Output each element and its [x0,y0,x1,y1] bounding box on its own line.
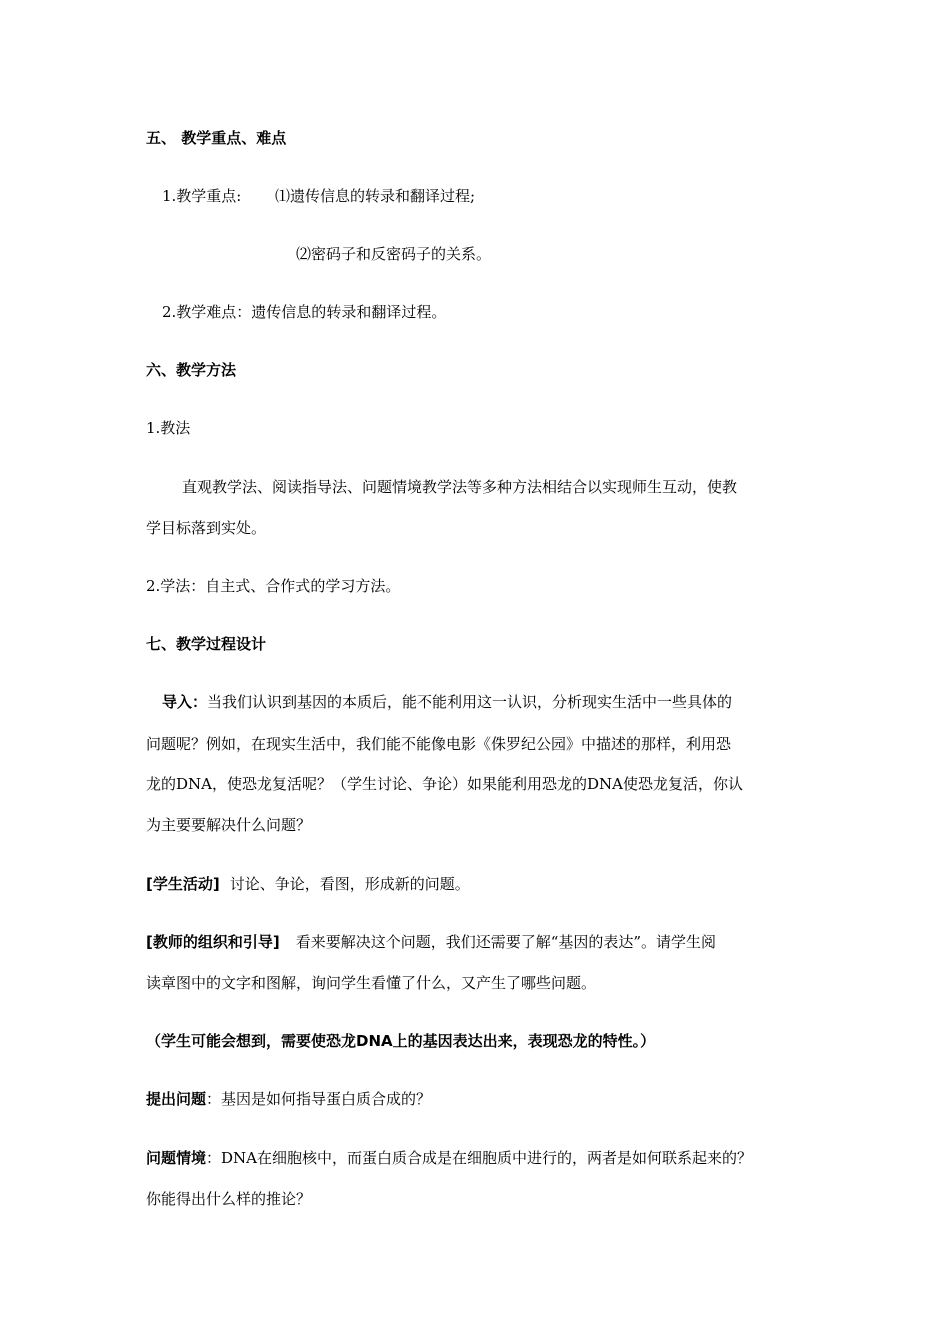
section-5-heading: 五、 教学重点、难点 [146,129,287,147]
key-point-1: ⑴遗传信息的转录和翻译过程; [275,187,476,205]
intro-line-2: 问题呢？例如，在现实生活中，我们能不能像电影《侏罗纪公园》中描述的那样，利用恐 [146,735,732,753]
learning-method: 2.学法：自主式、合作式的学习方法。 [146,577,401,595]
teaching-method-para-line-1: 直观教学法、阅读指导法、问题情境教学法等多种方法相结合以实现师生互动，使教 [182,478,738,496]
situation-line-1 [146,1148,752,1168]
section-7-heading: 七、教学过程设计 [146,635,267,653]
intro-line-3: 龙的DNA，使恐龙复活呢？（学生讨论、争论）如果能利用恐龙的DNA使恐龙复活，你认 [146,775,743,793]
difficult-points: 2.教学难点：遗传信息的转录和翻译过程。 [162,303,447,321]
student-note: （学生可能会想到，需要使恐龙DNA上的基因表达出来，表现恐龙的特性。） [146,1032,656,1050]
intro-label: 导入： [162,693,208,711]
intro-line-4: 为主要要解决什么问题？ [146,816,312,834]
question-label: 提出问题 [146,1090,207,1108]
student-activity-label: [学生活动] [146,875,220,893]
key-points-label: 1.教学重点: [162,187,242,205]
situation-label: 问题情境 [146,1149,207,1167]
question [146,1089,431,1109]
student-activity [146,874,470,894]
teacher-guidance-line-1 [146,932,716,952]
intro-line-1 [162,692,732,712]
situation-text-1: ：DNA在细胞核中，而蛋白质合成是在细胞质中进行的，两者是如何联系起来的？ [206,1149,753,1167]
teacher-guidance-line-2: 读章图中的文字和图解，询问学生看懂了什么，又产生了哪些问题。 [146,974,597,992]
key-point-2: ⑵密码子和反密码子的关系。 [296,245,492,263]
teaching-method-para-line-2: 学目标落到实处。 [146,519,267,537]
teacher-guidance-label: [教师的组织和引导] [146,933,280,951]
situation-line-2: 你能得出什么样的推论？ [146,1190,312,1208]
teacher-guidance-text-1: 看来要解决这个问题，我们还需要了解“基因的表达”。请学生阅 [295,933,717,951]
intro-text-1: 当我们认识到基因的本质后，能不能利用这一认识，分析现实生活中一些具体的 [207,693,733,711]
question-text: ：基因是如何指导蛋白质合成的？ [206,1090,432,1108]
section-6-heading: 六、教学方法 [146,361,237,379]
student-activity-text: 讨论、争论，看图，形成新的问题。 [229,875,470,893]
teaching-method-label: 1.教法 [146,419,191,437]
